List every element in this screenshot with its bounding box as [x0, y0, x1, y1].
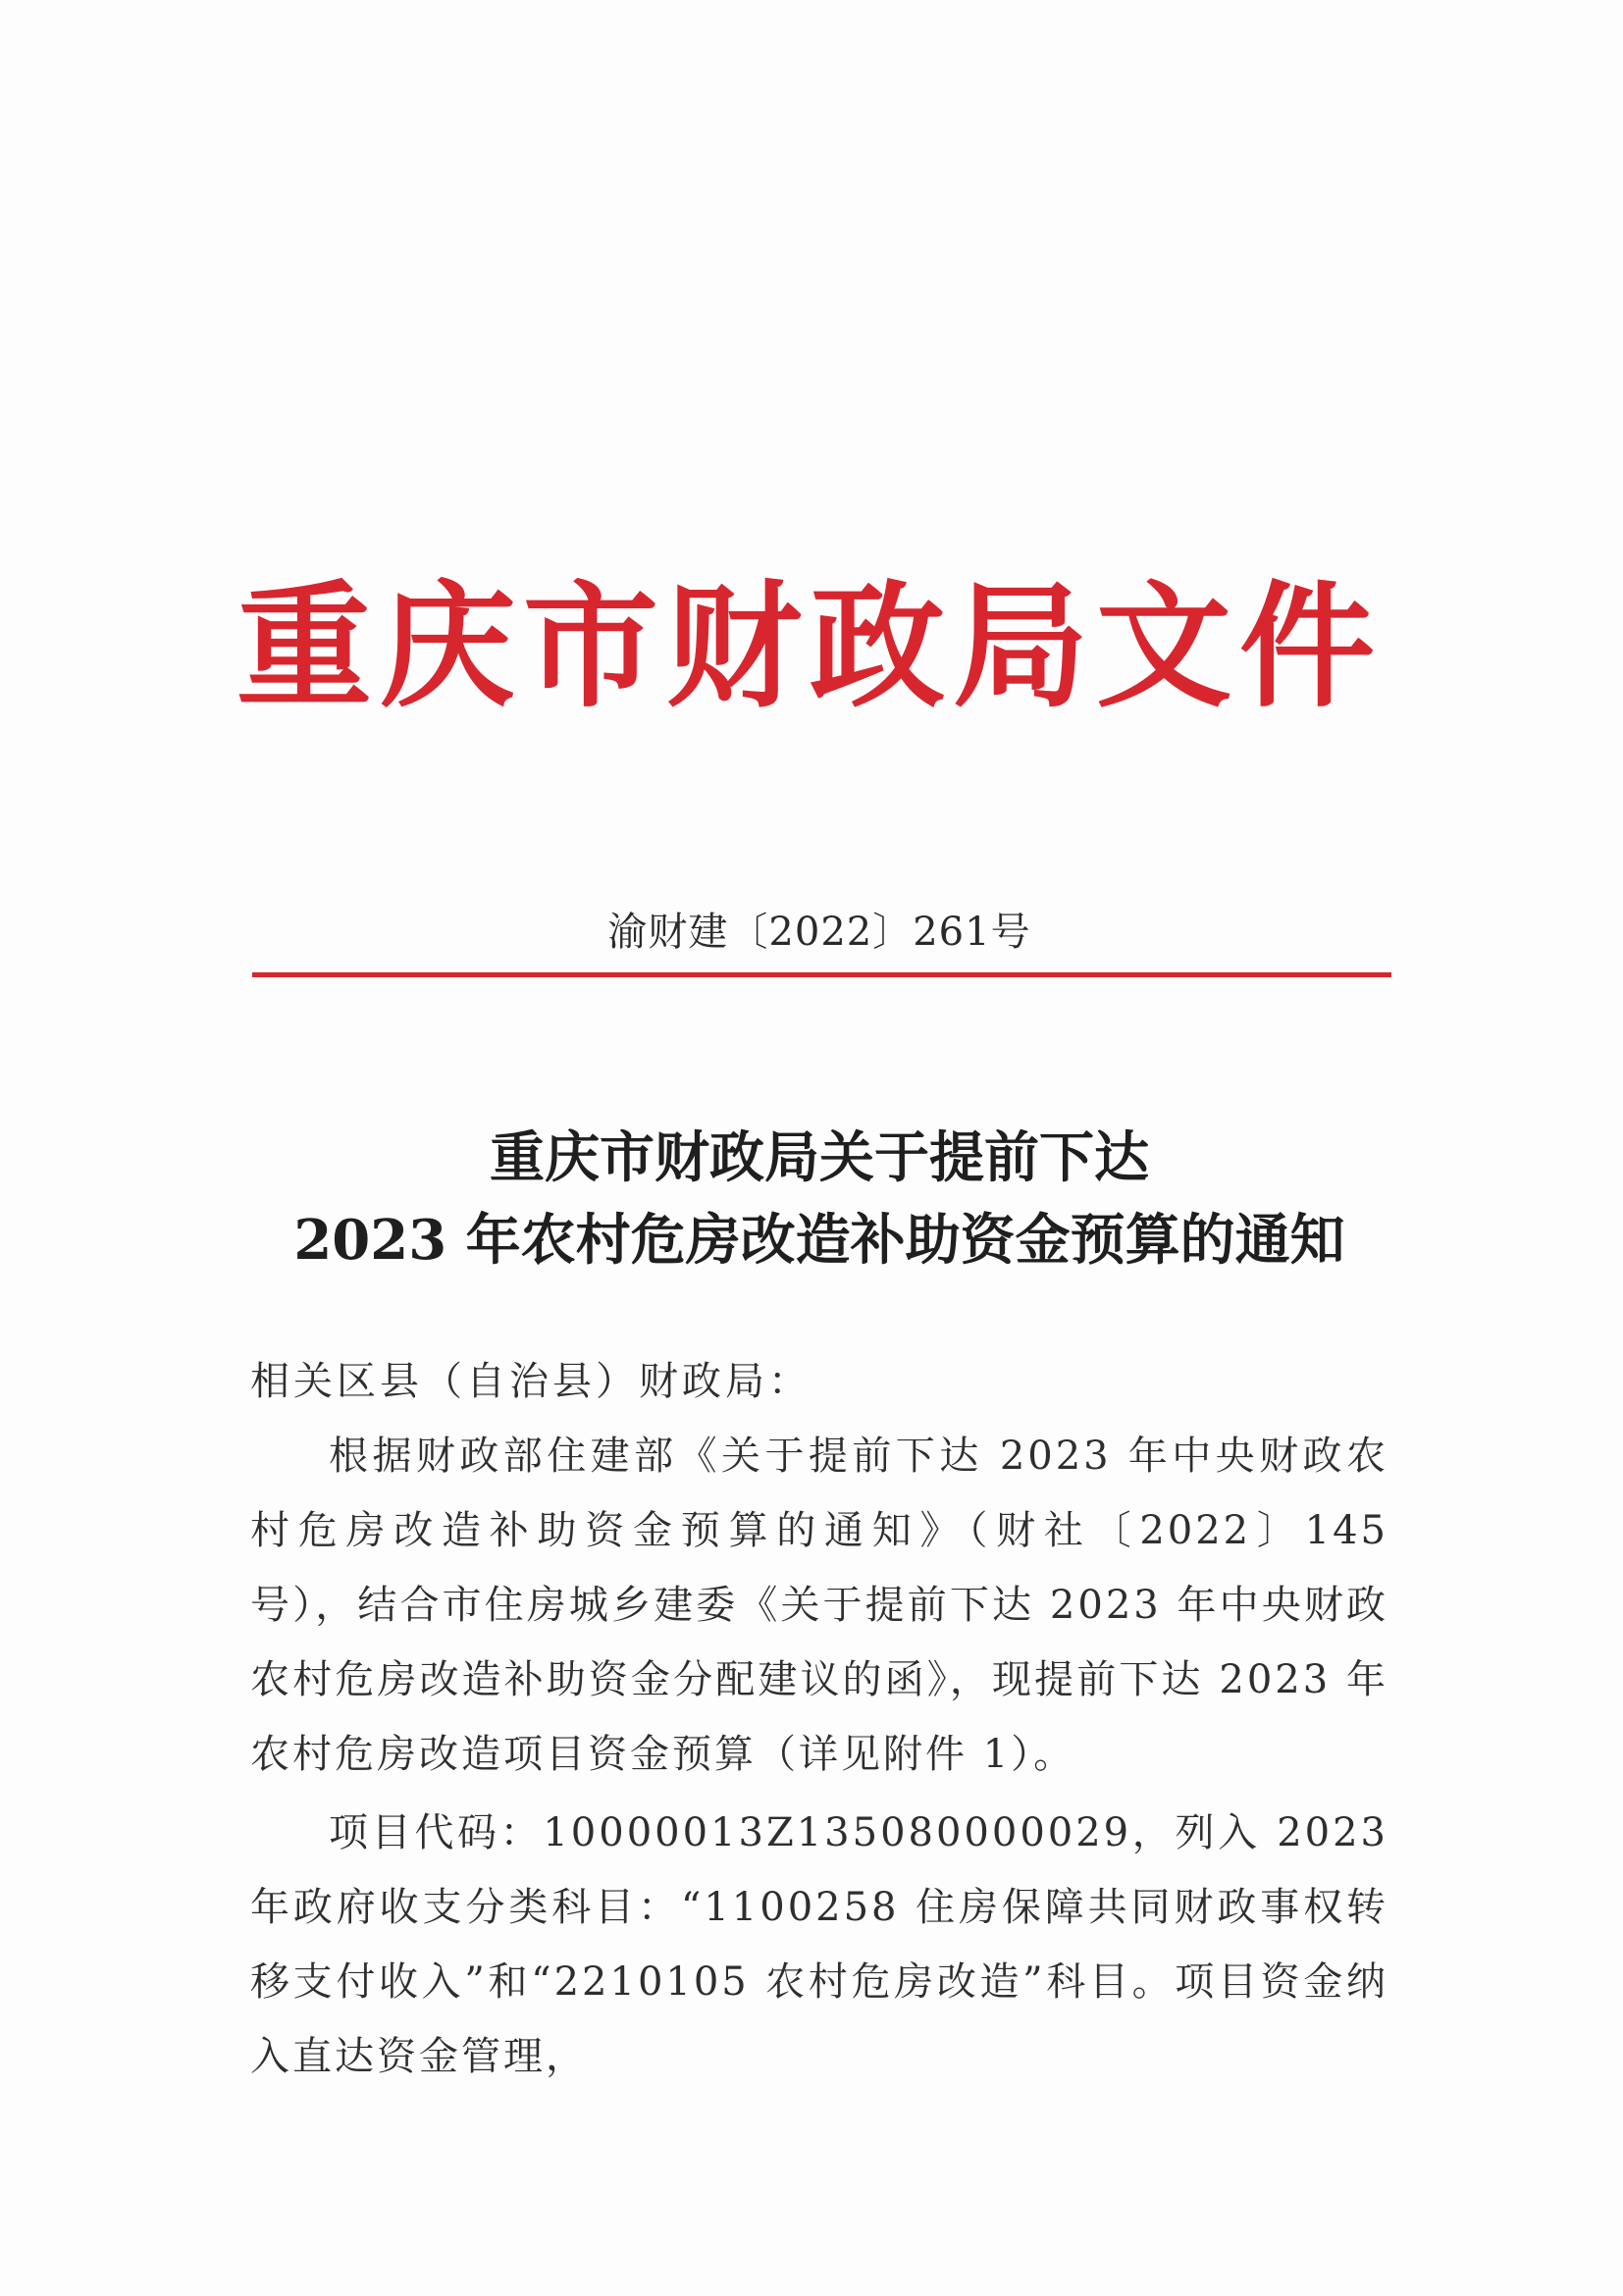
document-title: [250, 1117, 1388, 1281]
body-paragraph: 根据财政部住建部《关于提前下达 2023 年中央财政农村危房改造补助资金预算的通知》（财社〔2022〕145 号），结合市住房城乡建委《关于提前下达 2023 年中央财政农村危房改造补助资金分配建议的函》，现提前下达 2023 年农村危房改造项目资金预算（详见附件 1）。: [250, 1434, 1388, 1777]
document-body: [250, 1344, 1388, 2094]
title-line-2: 2023 年农村危房改造补助资金预算的通知: [293, 1208, 1345, 1273]
red-separator-rule: [252, 972, 1391, 977]
masthead-title: 重庆市财政局文件: [236, 566, 1383, 726]
document-number: 渝财建〔2022〕261号: [607, 910, 1031, 955]
title-line-1: 重庆市财政局关于提前下达: [490, 1125, 1149, 1190]
salutation: 相关区县（自治县）财政局：: [250, 1359, 812, 1404]
body-paragraph: 项目代码：10000013Z135080000029，列入 2023 年政府收支分类科目：“1100258 住房保障共同财政事权转移支付收入”和“2210105 农村危房改造”科目。项目资金纳入直达资金管理，: [250, 1810, 1388, 2079]
